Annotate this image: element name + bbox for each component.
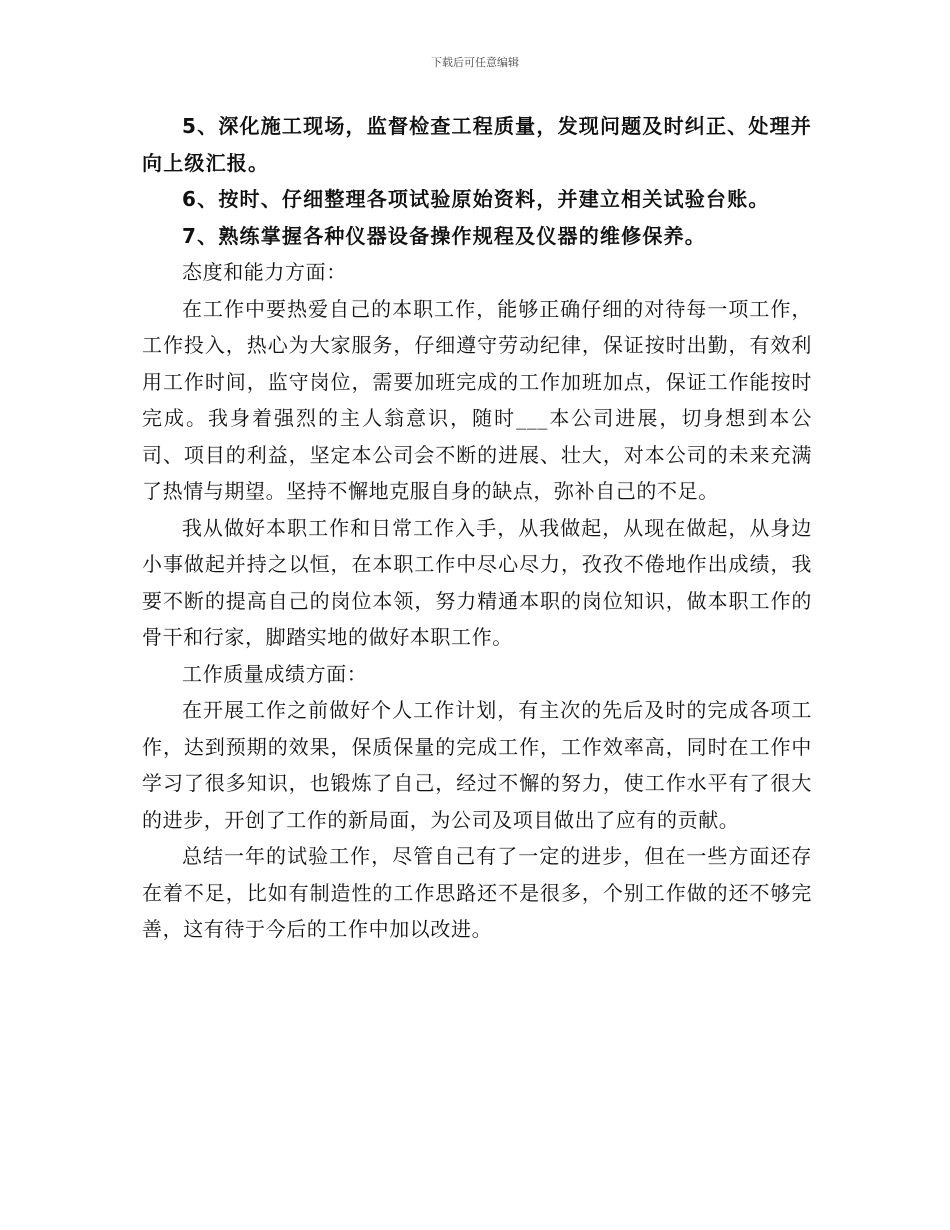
paragraph-daily-work: 我从做好本职工作和日常工作入手，从我做起，从现在做起，从身边小事做起并持之以恒，在本职工作中尽心尽力，孜孜不倦地作出成绩，我要不断的提高自己的岗位本领，努力精通本职的岗位知识，做本职工作的骨干和行家，脚踏实地的做好本职工作。	[142, 515, 812, 649]
paragraph-quality: 在开展工作之前做好个人工作计划，有主次的先后及时的完成各项工作，达到预期的效果，保质保量的完成工作，工作效率高，同时在工作中学习了很多知识，也锻炼了自己，经过不懈的努力，使工作水平有了很大的进步，开创了工作的新局面，为公司及项目做出了应有的贡献。	[142, 698, 812, 832]
page-header: 下载后可任意编辑	[431, 56, 519, 69]
section-heading-quality: 工作质量成绩方面：	[182, 661, 368, 686]
duty-item-7: 7、熟练掌握各种仪器设备操作规程及仪器的维修保养。	[182, 223, 706, 248]
paragraph-summary: 总结一年的试验工作，尽管自己有了一定的进步，但在一些方面还存在着不足，比如有制造性的工作思路还不是很多，个别工作做的还不够完善，这有待于今后的工作中加以改进。	[142, 844, 812, 941]
section-heading-attitude: 态度和能力方面：	[182, 260, 347, 284]
duty-item-5: 5、深化施工现场，监督检查工程质量，发现问题及时纠正、处理并向上级汇报。	[142, 114, 812, 175]
document-body	[142, 108, 812, 948]
paragraph-attitude: 在工作中要热爱自己的本职工作，能够正确仔细的对待每一项工作，工作投入，热心为大家服务，仔细遵守劳动纪律，保证按时出勤，有效利用工作时间，监守岗位，需要加班完成的工作加班加点，保证工作能按时完成。我身着强烈的主人翁意识，随时___本公司进展，切身想到本公司、项目的利益，坚定本公司会不断的进展、壮大，对本公司的未来充满了热情与期望。坚持不懈地克服自身的缺点，弥补自己的不足。	[142, 296, 812, 503]
duty-item-6: 6、按时、仔细整理各项试验原始资料，并建立相关试验台账。	[182, 187, 770, 211]
